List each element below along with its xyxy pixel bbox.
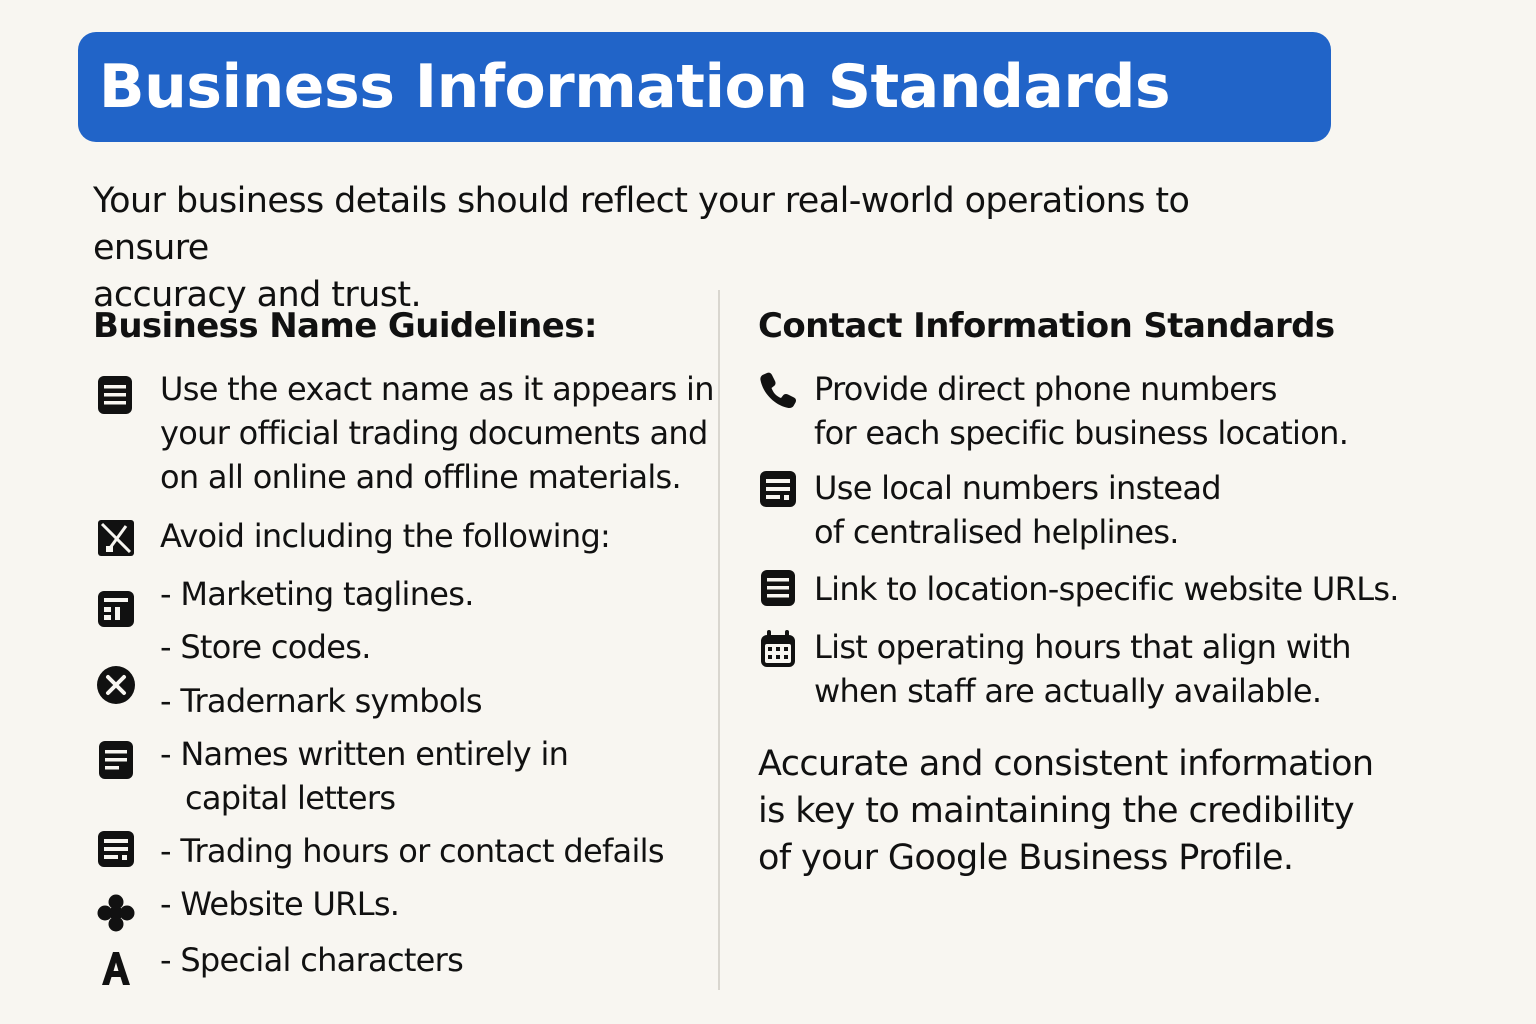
form-icon (96, 829, 136, 869)
avoid-item-capitals: - Names written entirely in capital letters (160, 735, 569, 817)
avoid-item-urls: - Website URLs. (160, 885, 400, 923)
local-numbers-text: Use local numbers instead of centralised helplines. (814, 469, 1221, 551)
avoid-item-trademark: - Tradernark symbols (160, 682, 482, 720)
document-icon (95, 375, 135, 415)
layout-icon (96, 589, 136, 629)
crossed-out-icon (96, 518, 136, 558)
avoid-item-store-codes: - Store codes. (160, 628, 371, 666)
phone-icon (758, 370, 798, 410)
operating-hours-text: List operating hours that align with when staff are actually available. (814, 628, 1351, 710)
intro-line-2: accuracy and trust. (93, 275, 421, 315)
avoid-item-taglines: - Marketing taglines. (160, 575, 474, 613)
closing-statement: Accurate and consistent information is key to maintaining the credibility of your Google Business Profile. (758, 744, 1374, 878)
intro-text (93, 178, 1293, 319)
close-circle-icon (96, 665, 136, 705)
name-guideline-text: Use the exact name as it appears in your official trading documents and on all online and offline materials. (160, 370, 714, 496)
list-icon (758, 568, 798, 608)
intro-line-1: Your business details should reflect your real-world operations to ensure (93, 181, 1190, 268)
business-name-heading: Business Name Guidelines: (93, 306, 597, 346)
contact-info-heading: Contact Information Standards (758, 306, 1335, 346)
document-icon (96, 740, 136, 780)
clover-icon (96, 893, 136, 933)
avoid-item-special-characters: - Special characters (160, 941, 464, 979)
form-icon (758, 469, 798, 509)
column-divider (718, 290, 720, 990)
title-banner (78, 32, 1331, 142)
avoid-heading-text: Avoid including the following: (160, 517, 611, 555)
avoid-item-hours: - Trading hours or contact defails (160, 832, 664, 870)
page-title: Business Information Standards (98, 52, 1171, 122)
website-url-text: Link to location-specific website URLs. (814, 570, 1399, 608)
calendar-icon (758, 629, 798, 669)
letter-a-icon (96, 948, 136, 988)
phone-guideline-text: Provide direct phone numbers for each specific business location. (814, 370, 1349, 452)
